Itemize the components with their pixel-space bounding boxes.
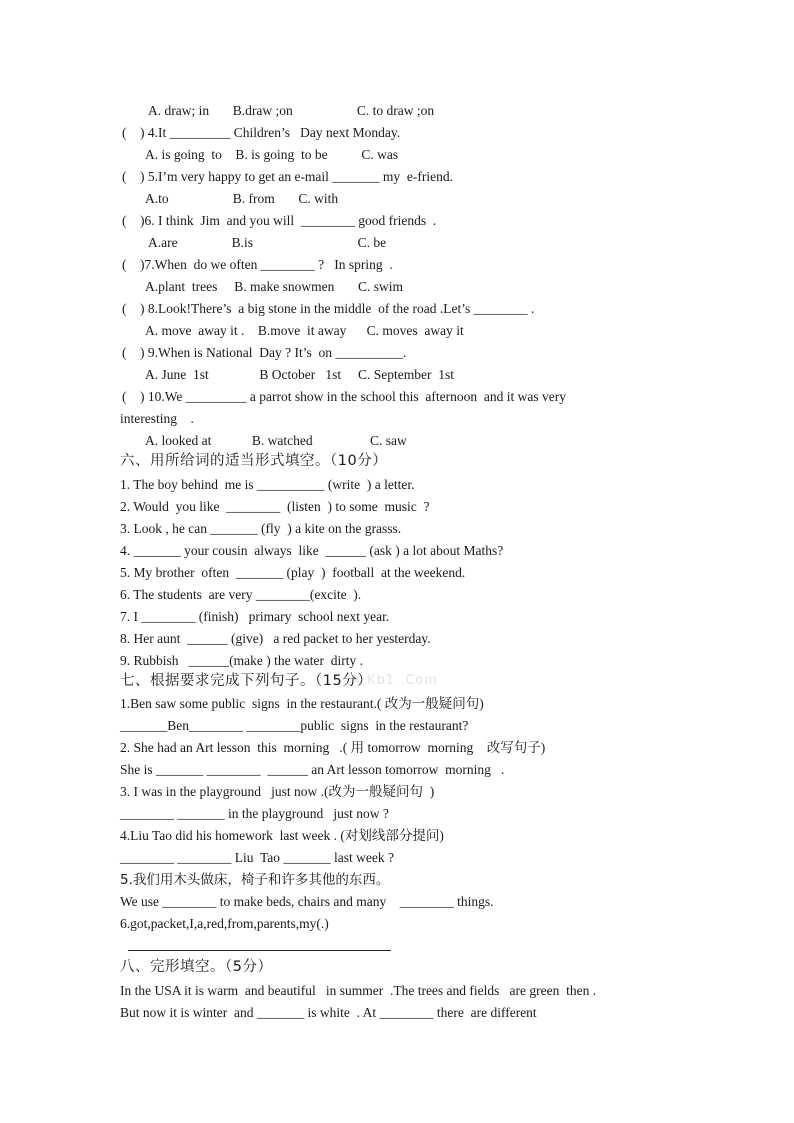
s7-item-1: 1.Ben saw some public signs in the restaurant.( 改为一般疑问句) (120, 696, 484, 711)
question-4: ( ) 4.It _________ Children’s Day next Monday. (122, 125, 401, 140)
q8-options: A. move away it . B.move it away C. moves away it (145, 323, 464, 338)
q10-options: A. looked at B. watched C. saw (145, 433, 407, 448)
s6-item-8: 8. Her aunt ______ (give) a red packet to her yesterday. (120, 631, 431, 646)
s7-item-5: 5.我们用木头做床，椅子和许多其他的东西。 (120, 872, 390, 888)
s6-item-5: 5. My brother often _______ (play ) football at the weekend. (120, 565, 466, 580)
s7-item-3: 3. I was in the playground just now .(改为一般疑问句 ) (120, 784, 435, 799)
question-9: ( ) 9.When is National Day ? It’s on __________. (122, 345, 407, 360)
s7-item-5-answer: We use ________ to make beds, chairs and many ________ things. (120, 894, 494, 909)
s7-item-2-answer: She is _______ ________ ______ an Art lesson tomorrow morning . (120, 762, 505, 777)
s8-paragraph-line-2: But now it is winter and _______ is white . At ________ there are different (120, 1005, 537, 1020)
s7-item-1-answer: _______Ben________ ________public signs in the restaurant? (120, 718, 469, 733)
q5-options: A.to B. from C. with (145, 191, 339, 206)
q9-options: A. June 1st B October 1st C. September 1st (145, 367, 454, 382)
q6-options: A.are B.is C. be (148, 235, 387, 250)
q7-options: A.plant trees B. make snowmen C. swim (145, 279, 403, 294)
s7-item-6: 6.got,packet,I,a,red,from,parents,my(.) (120, 916, 329, 931)
s8-paragraph-line-1: In the USA it is warm and beautiful in summer .The trees and fields are green then . (120, 983, 597, 998)
question-6: ( )6. I think Jim and you will ________ good friends . (122, 213, 437, 228)
s6-item-4: 4. _______ your cousin always like ______ (ask ) a lot about Maths? (120, 543, 504, 558)
question-8: ( ) 8.Look!There’s a big stone in the middle of the road .Let’s ________ . (122, 301, 535, 316)
q3-options: A. draw; in B.draw ;on C. to draw ;on (148, 103, 435, 118)
s7-item-2: 2. She had an Art lesson this morning .( 用 tomorrow morning 改写句子) (120, 740, 546, 755)
question-10-continued: interesting . (120, 411, 194, 426)
q4-options: A. is going to B. is going to be C. was (145, 147, 399, 162)
section-7-heading: 七、根据要求完成下列句子。（15分） (120, 673, 373, 689)
s6-item-7: 7. I ________ (finish) primary school next year. (120, 609, 390, 624)
section-6-heading: 六、用所给词的适当形式填空。（10分） (120, 453, 388, 469)
s7-item-3-answer: ________ _______ in the playground just now ? (120, 806, 389, 821)
s7-item-4-answer: ________ ________ Liu Tao _______ last week ? (120, 850, 395, 865)
s6-item-6: 6. The students are very ________(excite ). (120, 587, 362, 602)
s6-item-3: 3. Look , he can _______ (fly ) a kite on the grasss. (120, 521, 402, 536)
s7-item-4: 4.Liu Tao did his homework last week . (对划线部分提问) (120, 828, 444, 843)
s6-item-9: 9. Rubbish ______(make ) the water dirty . (120, 653, 363, 668)
answer-line (128, 950, 391, 951)
question-7: ( )7.When do we often ________ ? In spring . (122, 257, 393, 272)
s6-item-1: 1. The boy behind me is __________ (write ) a letter. (120, 477, 415, 492)
section-8-heading: 八、完形填空。（5分） (120, 959, 273, 975)
question-10: ( ) 10.We _________ a parrot show in the school this afternoon and it was very (122, 389, 566, 404)
s6-item-2: 2. Would you like ________ (listen ) to some music ? (120, 499, 430, 514)
question-5: ( ) 5.I’m very happy to get an e-mail _______ my e-friend. (122, 169, 454, 184)
watermark: X Kb1 .Com (352, 673, 439, 688)
